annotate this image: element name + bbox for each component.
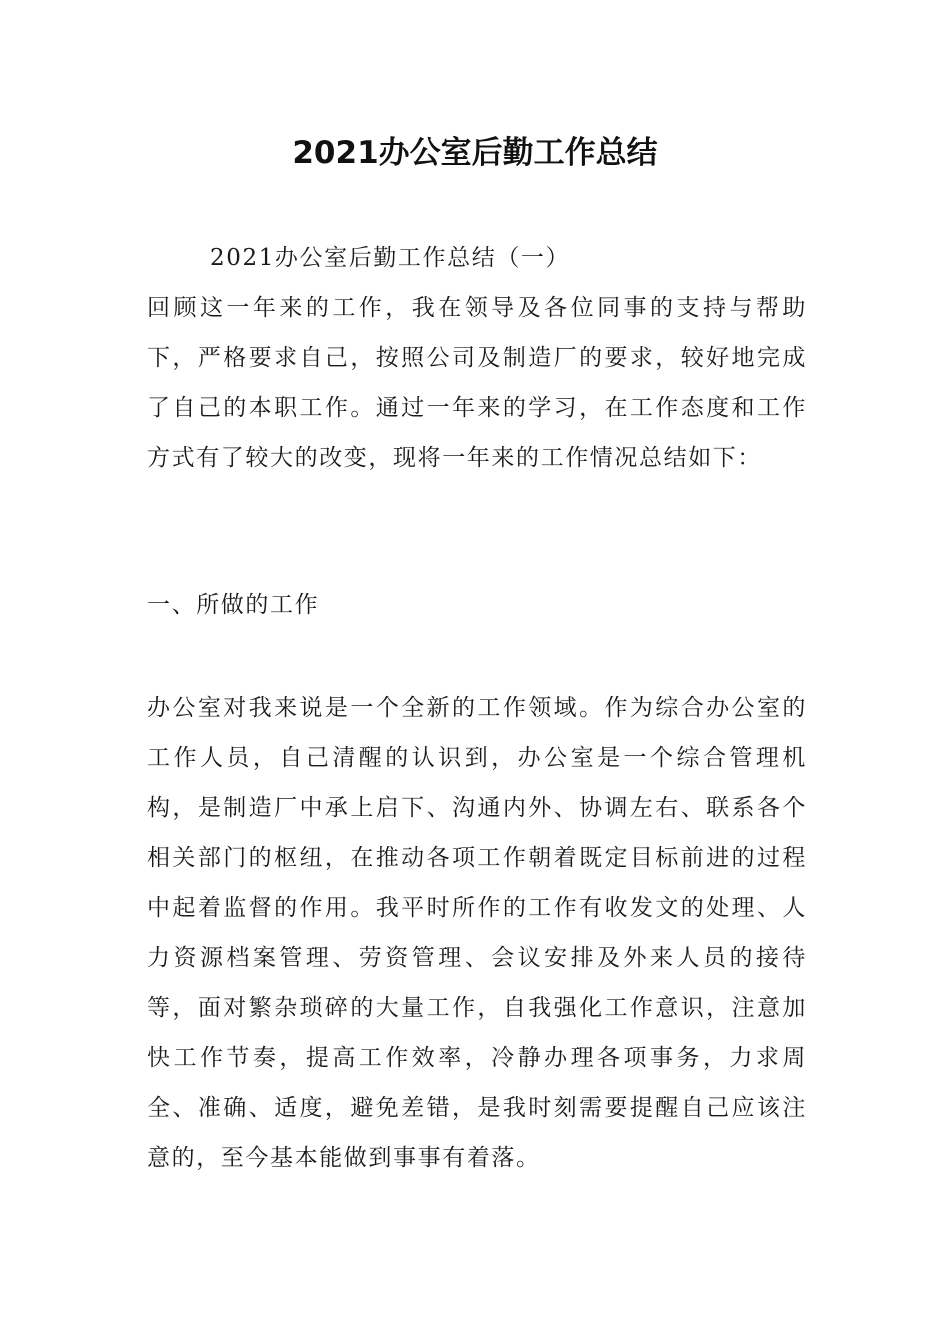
- section-body-paragraph: 办公室对我来说是一个全新的工作领域。作为综合办公室的工作人员，自己清醒的认识到，办公室是一个综合管理机构，是制造厂中承上启下、沟通内外、协调左右、联系各个相关部门的枢纽，在推动各项工作朝着既定目标前进的过程中起着监督的作用。我平时所作的工作有收发文的处理、人力资源档案管理、劳资管理、会议安排及外来人员的接待等，面对繁杂琐碎的大量工作，自我强化工作意识，注意加快工作节奏，提高工作效率，冷静办理各项事务，力求周全、准确、适度，避免差错，是我时刻需要提醒自己应该注意的，至今基本能做到事事有着落。: [147, 695, 807, 1171]
- document-subtitle: 2021办公室后勤工作总结（一）: [210, 245, 571, 271]
- intro-paragraph: 回顾这一年来的工作，我在领导及各位同事的支持与帮助下，严格要求自己，按照公司及制造厂的要求，较好地完成了自己的本职工作。通过一年来的学习，在工作态度和工作方式有了较大的改变，现将一年来的工作情况总结如下：: [147, 295, 807, 471]
- section-heading: 一、所做的工作: [147, 592, 320, 618]
- document-title: 2021办公室后勤工作总结: [292, 135, 658, 171]
